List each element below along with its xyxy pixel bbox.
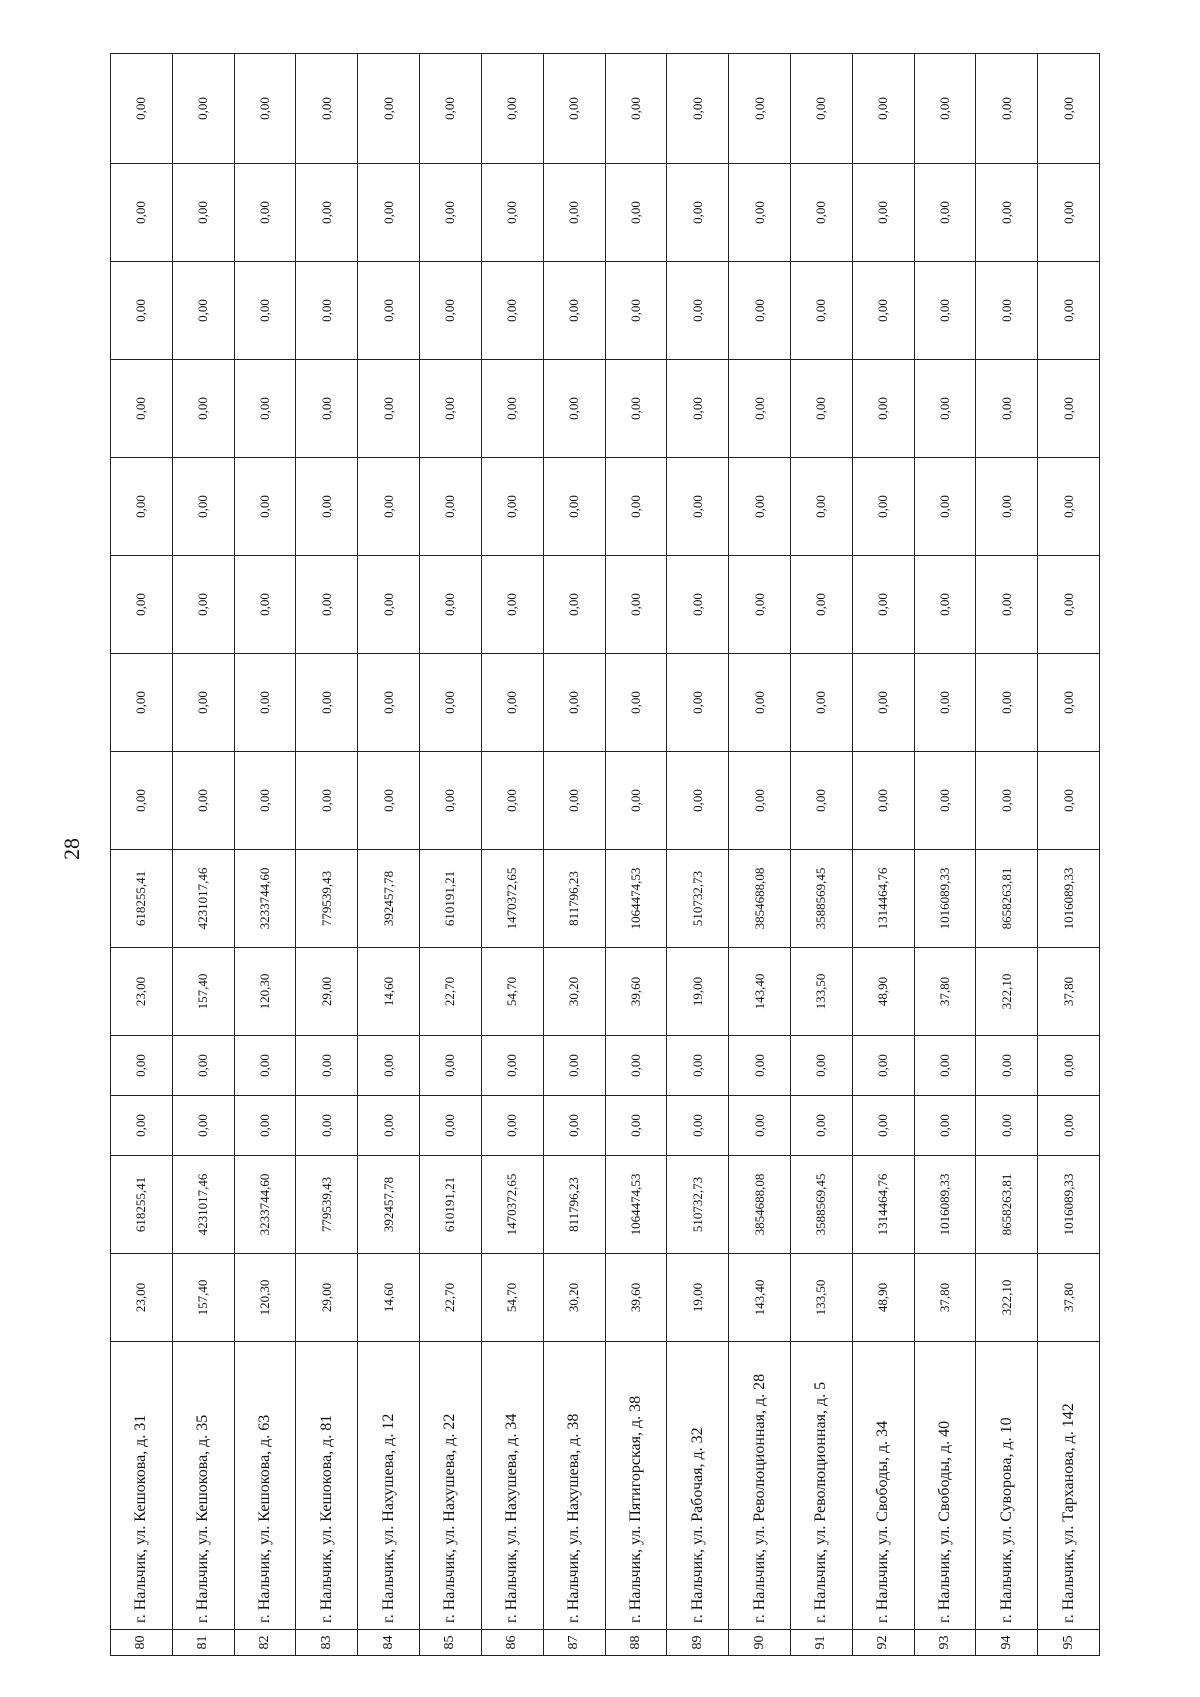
zero-cell: 0,00 — [914, 458, 976, 556]
area-cell: 29,00 — [296, 1254, 358, 1342]
zero-cell: 0,00 — [790, 556, 852, 654]
zero-cell: 0,00 — [420, 458, 482, 556]
cost-cell: 4231017,46 — [172, 1156, 234, 1254]
row-number: 92 — [852, 1630, 914, 1656]
cost-cell: 779539,43 — [296, 850, 358, 948]
zero-cell: 0,00 — [481, 164, 543, 262]
cost-cell: 3854688,08 — [729, 850, 791, 948]
zero-cell: 0,00 — [852, 654, 914, 752]
zero-cell: 0,00 — [667, 54, 729, 164]
area-cell: 37,80 — [1038, 1254, 1100, 1342]
data-table — [110, 53, 1100, 1656]
address-cell: г. Нальчик, ул. Кешокова, д. 63 — [234, 1342, 296, 1630]
zero-cell: 0,00 — [729, 262, 791, 360]
zero-cell: 0,00 — [976, 360, 1038, 458]
address-cell: г. Нальчик, ул. Пятигорская, д. 38 — [605, 1342, 667, 1630]
zero-cell: 0,00 — [605, 54, 667, 164]
zero-cell: 0,00 — [914, 1096, 976, 1156]
zero-cell: 0,00 — [852, 262, 914, 360]
zero-cell: 0,00 — [914, 164, 976, 262]
zero-cell: 0,00 — [172, 654, 234, 752]
row-number: 95 — [1038, 1630, 1100, 1656]
zero-cell: 0,00 — [420, 1036, 482, 1096]
zero-cell: 0,00 — [1038, 458, 1100, 556]
zero-cell: 0,00 — [605, 262, 667, 360]
zero-cell: 0,00 — [234, 458, 296, 556]
table-row — [667, 54, 729, 1656]
zero-cell: 0,00 — [358, 54, 420, 164]
address-cell: г. Нальчик, ул. Суворова, д. 10 — [976, 1342, 1038, 1630]
zero-cell: 0,00 — [296, 654, 358, 752]
zero-cell: 0,00 — [1038, 654, 1100, 752]
zero-cell: 0,00 — [234, 1036, 296, 1096]
zero-cell: 0,00 — [667, 1036, 729, 1096]
area-cell: 322,10 — [976, 948, 1038, 1036]
area-cell: 23,00 — [111, 948, 173, 1036]
area-cell: 39,60 — [605, 1254, 667, 1342]
zero-cell: 0,00 — [172, 164, 234, 262]
zero-cell: 0,00 — [790, 654, 852, 752]
cost-cell: 392457,78 — [358, 850, 420, 948]
row-number: 82 — [234, 1630, 296, 1656]
zero-cell: 0,00 — [729, 556, 791, 654]
area-cell: 37,80 — [914, 948, 976, 1036]
zero-cell: 0,00 — [1038, 752, 1100, 850]
cost-cell: 1470372,65 — [481, 850, 543, 948]
area-cell: 54,70 — [481, 948, 543, 1036]
zero-cell: 0,00 — [420, 54, 482, 164]
area-cell: 37,80 — [914, 1254, 976, 1342]
zero-cell: 0,00 — [914, 262, 976, 360]
zero-cell: 0,00 — [976, 1036, 1038, 1096]
zero-cell: 0,00 — [296, 360, 358, 458]
zero-cell: 0,00 — [1038, 164, 1100, 262]
zero-cell: 0,00 — [111, 1036, 173, 1096]
area-cell: 133,50 — [790, 1254, 852, 1342]
area-cell: 37,80 — [1038, 948, 1100, 1036]
zero-cell: 0,00 — [914, 654, 976, 752]
row-number: 81 — [172, 1630, 234, 1656]
cost-cell: 3854688,08 — [729, 1156, 791, 1254]
row-number: 88 — [605, 1630, 667, 1656]
zero-cell: 0,00 — [420, 752, 482, 850]
row-number: 87 — [543, 1630, 605, 1656]
zero-cell: 0,00 — [111, 556, 173, 654]
zero-cell: 0,00 — [296, 1096, 358, 1156]
zero-cell: 0,00 — [605, 1036, 667, 1096]
zero-cell: 0,00 — [790, 262, 852, 360]
cost-cell: 779539,43 — [296, 1156, 358, 1254]
zero-cell: 0,00 — [358, 458, 420, 556]
address-cell: г. Нальчик, ул. Нахушева, д. 12 — [358, 1342, 420, 1630]
zero-cell: 0,00 — [852, 752, 914, 850]
cost-cell: 618255,41 — [111, 1156, 173, 1254]
zero-cell: 0,00 — [296, 1036, 358, 1096]
zero-cell: 0,00 — [234, 556, 296, 654]
zero-cell: 0,00 — [420, 654, 482, 752]
zero-cell: 0,00 — [481, 360, 543, 458]
cost-cell: 1016089,33 — [1038, 850, 1100, 948]
zero-cell: 0,00 — [1038, 360, 1100, 458]
address-cell: г. Нальчик, ул. Тарханова, д. 142 — [1038, 1342, 1100, 1630]
zero-cell: 0,00 — [420, 556, 482, 654]
cost-cell: 1016089,33 — [914, 850, 976, 948]
area-cell: 22,70 — [420, 1254, 482, 1342]
zero-cell: 0,00 — [172, 458, 234, 556]
zero-cell: 0,00 — [111, 164, 173, 262]
zero-cell: 0,00 — [543, 54, 605, 164]
zero-cell: 0,00 — [296, 458, 358, 556]
zero-cell: 0,00 — [234, 360, 296, 458]
cost-cell: 618255,41 — [111, 850, 173, 948]
zero-cell: 0,00 — [358, 1036, 420, 1096]
address-cell: г. Нальчик, ул. Рабочая, д. 32 — [667, 1342, 729, 1630]
table-row — [172, 54, 234, 1656]
zero-cell: 0,00 — [667, 360, 729, 458]
zero-cell: 0,00 — [852, 164, 914, 262]
zero-cell: 0,00 — [543, 458, 605, 556]
zero-cell: 0,00 — [914, 556, 976, 654]
zero-cell: 0,00 — [605, 752, 667, 850]
zero-cell: 0,00 — [976, 262, 1038, 360]
zero-cell: 0,00 — [234, 262, 296, 360]
zero-cell: 0,00 — [729, 458, 791, 556]
zero-cell: 0,00 — [667, 752, 729, 850]
zero-cell: 0,00 — [790, 752, 852, 850]
zero-cell: 0,00 — [543, 556, 605, 654]
zero-cell: 0,00 — [667, 262, 729, 360]
zero-cell: 0,00 — [605, 654, 667, 752]
zero-cell: 0,00 — [976, 164, 1038, 262]
zero-cell: 0,00 — [914, 752, 976, 850]
table-row — [420, 54, 482, 1656]
zero-cell: 0,00 — [790, 1096, 852, 1156]
zero-cell: 0,00 — [790, 54, 852, 164]
zero-cell: 0,00 — [358, 262, 420, 360]
zero-cell: 0,00 — [172, 1036, 234, 1096]
zero-cell: 0,00 — [729, 1036, 791, 1096]
row-number: 85 — [420, 1630, 482, 1656]
zero-cell: 0,00 — [729, 360, 791, 458]
zero-cell: 0,00 — [234, 54, 296, 164]
table-row — [543, 54, 605, 1656]
cost-cell: 1314464,76 — [852, 1156, 914, 1254]
address-cell: г. Нальчик, ул. Кешокова, д. 81 — [296, 1342, 358, 1630]
area-cell: 120,30 — [234, 1254, 296, 1342]
table-row — [790, 54, 852, 1656]
zero-cell: 0,00 — [1038, 1036, 1100, 1096]
cost-cell: 3588569,45 — [790, 1156, 852, 1254]
zero-cell: 0,00 — [729, 654, 791, 752]
zero-cell: 0,00 — [111, 654, 173, 752]
zero-cell: 0,00 — [976, 654, 1038, 752]
zero-cell: 0,00 — [667, 556, 729, 654]
cost-cell: 610191,21 — [420, 1156, 482, 1254]
zero-cell: 0,00 — [605, 164, 667, 262]
zero-cell: 0,00 — [729, 54, 791, 164]
table-row — [729, 54, 791, 1656]
zero-cell: 0,00 — [914, 54, 976, 164]
zero-cell: 0,00 — [852, 1036, 914, 1096]
cost-cell: 1314464,76 — [852, 850, 914, 948]
area-cell: 133,50 — [790, 948, 852, 1036]
area-cell: 39,60 — [605, 948, 667, 1036]
zero-cell: 0,00 — [852, 54, 914, 164]
cost-cell: 510732,73 — [667, 1156, 729, 1254]
zero-cell: 0,00 — [481, 752, 543, 850]
area-cell: 23,00 — [111, 1254, 173, 1342]
zero-cell: 0,00 — [358, 164, 420, 262]
zero-cell: 0,00 — [234, 1096, 296, 1156]
zero-cell: 0,00 — [543, 164, 605, 262]
row-number: 94 — [976, 1630, 1038, 1656]
zero-cell: 0,00 — [543, 654, 605, 752]
table-row — [358, 54, 420, 1656]
table-row — [296, 54, 358, 1656]
zero-cell: 0,00 — [914, 1036, 976, 1096]
address-cell: г. Нальчик, ул. Свободы, д. 34 — [852, 1342, 914, 1630]
zero-cell: 0,00 — [543, 262, 605, 360]
row-number: 91 — [790, 1630, 852, 1656]
table-container — [110, 56, 1100, 1656]
address-cell: г. Нальчик, ул. Кешокова, д. 35 — [172, 1342, 234, 1630]
cost-cell: 8658263,81 — [976, 1156, 1038, 1254]
row-number: 89 — [667, 1630, 729, 1656]
address-cell: г. Нальчик, ул. Революционная, д. 28 — [729, 1342, 791, 1630]
cost-cell: 1064474,53 — [605, 850, 667, 948]
zero-cell: 0,00 — [481, 54, 543, 164]
zero-cell: 0,00 — [358, 360, 420, 458]
zero-cell: 0,00 — [358, 752, 420, 850]
zero-cell: 0,00 — [976, 458, 1038, 556]
address-cell: г. Нальчик, ул. Нахушева, д. 34 — [481, 1342, 543, 1630]
zero-cell: 0,00 — [111, 458, 173, 556]
zero-cell: 0,00 — [234, 654, 296, 752]
zero-cell: 0,00 — [543, 360, 605, 458]
zero-cell: 0,00 — [111, 1096, 173, 1156]
zero-cell: 0,00 — [481, 262, 543, 360]
zero-cell: 0,00 — [111, 54, 173, 164]
zero-cell: 0,00 — [667, 654, 729, 752]
row-number: 90 — [729, 1630, 791, 1656]
area-cell: 30,20 — [543, 948, 605, 1036]
zero-cell: 0,00 — [976, 1096, 1038, 1156]
area-cell: 30,20 — [543, 1254, 605, 1342]
area-cell: 322,10 — [976, 1254, 1038, 1342]
table-row — [1038, 54, 1100, 1656]
zero-cell: 0,00 — [729, 1096, 791, 1156]
row-number: 84 — [358, 1630, 420, 1656]
zero-cell: 0,00 — [729, 164, 791, 262]
zero-cell: 0,00 — [358, 654, 420, 752]
zero-cell: 0,00 — [172, 360, 234, 458]
area-cell: 22,70 — [420, 948, 482, 1036]
zero-cell: 0,00 — [1038, 1096, 1100, 1156]
area-cell: 14,60 — [358, 948, 420, 1036]
zero-cell: 0,00 — [790, 458, 852, 556]
zero-cell: 0,00 — [543, 1036, 605, 1096]
cost-cell: 4231017,46 — [172, 850, 234, 948]
zero-cell: 0,00 — [481, 556, 543, 654]
zero-cell: 0,00 — [1038, 54, 1100, 164]
zero-cell: 0,00 — [667, 1096, 729, 1156]
zero-cell: 0,00 — [234, 164, 296, 262]
zero-cell: 0,00 — [852, 360, 914, 458]
cost-cell: 8658263,81 — [976, 850, 1038, 948]
zero-cell: 0,00 — [605, 556, 667, 654]
cost-cell: 3233744,60 — [234, 850, 296, 948]
zero-cell: 0,00 — [358, 1096, 420, 1156]
zero-cell: 0,00 — [111, 262, 173, 360]
page-number: 28 — [59, 838, 84, 860]
zero-cell: 0,00 — [976, 556, 1038, 654]
zero-cell: 0,00 — [481, 1096, 543, 1156]
zero-cell: 0,00 — [790, 1036, 852, 1096]
zero-cell: 0,00 — [543, 752, 605, 850]
zero-cell: 0,00 — [481, 654, 543, 752]
table-row — [852, 54, 914, 1656]
zero-cell: 0,00 — [1038, 262, 1100, 360]
area-cell: 14,60 — [358, 1254, 420, 1342]
cost-cell: 610191,21 — [420, 850, 482, 948]
zero-cell: 0,00 — [172, 752, 234, 850]
cost-cell: 1064474,53 — [605, 1156, 667, 1254]
table-row — [111, 54, 173, 1656]
zero-cell: 0,00 — [852, 556, 914, 654]
zero-cell: 0,00 — [790, 164, 852, 262]
zero-cell: 0,00 — [1038, 556, 1100, 654]
zero-cell: 0,00 — [111, 752, 173, 850]
zero-cell: 0,00 — [296, 752, 358, 850]
zero-cell: 0,00 — [296, 556, 358, 654]
address-cell: г. Нальчик, ул. Нахушева, д. 38 — [543, 1342, 605, 1630]
zero-cell: 0,00 — [605, 1096, 667, 1156]
row-number: 86 — [481, 1630, 543, 1656]
zero-cell: 0,00 — [481, 458, 543, 556]
zero-cell: 0,00 — [976, 752, 1038, 850]
table-row — [234, 54, 296, 1656]
table-row — [914, 54, 976, 1656]
zero-cell: 0,00 — [172, 1096, 234, 1156]
zero-cell: 0,00 — [790, 360, 852, 458]
zero-cell: 0,00 — [358, 556, 420, 654]
zero-cell: 0,00 — [172, 54, 234, 164]
cost-cell: 811796,23 — [543, 1156, 605, 1254]
zero-cell: 0,00 — [420, 1096, 482, 1156]
zero-cell: 0,00 — [296, 54, 358, 164]
area-cell: 48,90 — [852, 1254, 914, 1342]
address-cell: г. Нальчик, ул. Свободы, д. 40 — [914, 1342, 976, 1630]
table-row — [976, 54, 1038, 1656]
area-cell: 157,40 — [172, 1254, 234, 1342]
zero-cell: 0,00 — [914, 360, 976, 458]
area-cell: 19,00 — [667, 1254, 729, 1342]
zero-cell: 0,00 — [605, 360, 667, 458]
zero-cell: 0,00 — [420, 164, 482, 262]
cost-cell: 3588569,45 — [790, 850, 852, 948]
zero-cell: 0,00 — [667, 164, 729, 262]
cost-cell: 811796,23 — [543, 850, 605, 948]
zero-cell: 0,00 — [852, 1096, 914, 1156]
address-cell: г. Нальчик, ул. Нахушева, д. 22 — [420, 1342, 482, 1630]
table-row — [481, 54, 543, 1656]
area-cell: 48,90 — [852, 948, 914, 1036]
zero-cell: 0,00 — [111, 360, 173, 458]
row-number: 80 — [111, 1630, 173, 1656]
area-cell: 120,30 — [234, 948, 296, 1036]
cost-cell: 3233744,60 — [234, 1156, 296, 1254]
zero-cell: 0,00 — [976, 54, 1038, 164]
zero-cell: 0,00 — [481, 1036, 543, 1096]
area-cell: 29,00 — [296, 948, 358, 1036]
zero-cell: 0,00 — [234, 752, 296, 850]
cost-cell: 392457,78 — [358, 1156, 420, 1254]
zero-cell: 0,00 — [172, 262, 234, 360]
row-number: 83 — [296, 1630, 358, 1656]
zero-cell: 0,00 — [667, 458, 729, 556]
table-row — [605, 54, 667, 1656]
area-cell: 143,40 — [729, 948, 791, 1036]
area-cell: 54,70 — [481, 1254, 543, 1342]
zero-cell: 0,00 — [296, 164, 358, 262]
zero-cell: 0,00 — [852, 458, 914, 556]
row-number: 93 — [914, 1630, 976, 1656]
zero-cell: 0,00 — [605, 458, 667, 556]
zero-cell: 0,00 — [543, 1096, 605, 1156]
area-cell: 143,40 — [729, 1254, 791, 1342]
cost-cell: 1016089,33 — [1038, 1156, 1100, 1254]
zero-cell: 0,00 — [729, 752, 791, 850]
cost-cell: 1016089,33 — [914, 1156, 976, 1254]
area-cell: 19,00 — [667, 948, 729, 1036]
address-cell: г. Нальчик, ул. Революционная, д. 5 — [790, 1342, 852, 1630]
cost-cell: 510732,73 — [667, 850, 729, 948]
zero-cell: 0,00 — [420, 262, 482, 360]
cost-cell: 1470372,65 — [481, 1156, 543, 1254]
zero-cell: 0,00 — [172, 556, 234, 654]
address-cell: г. Нальчик, ул. Кешокова, д. 31 — [111, 1342, 173, 1630]
zero-cell: 0,00 — [296, 262, 358, 360]
zero-cell: 0,00 — [420, 360, 482, 458]
area-cell: 157,40 — [172, 948, 234, 1036]
